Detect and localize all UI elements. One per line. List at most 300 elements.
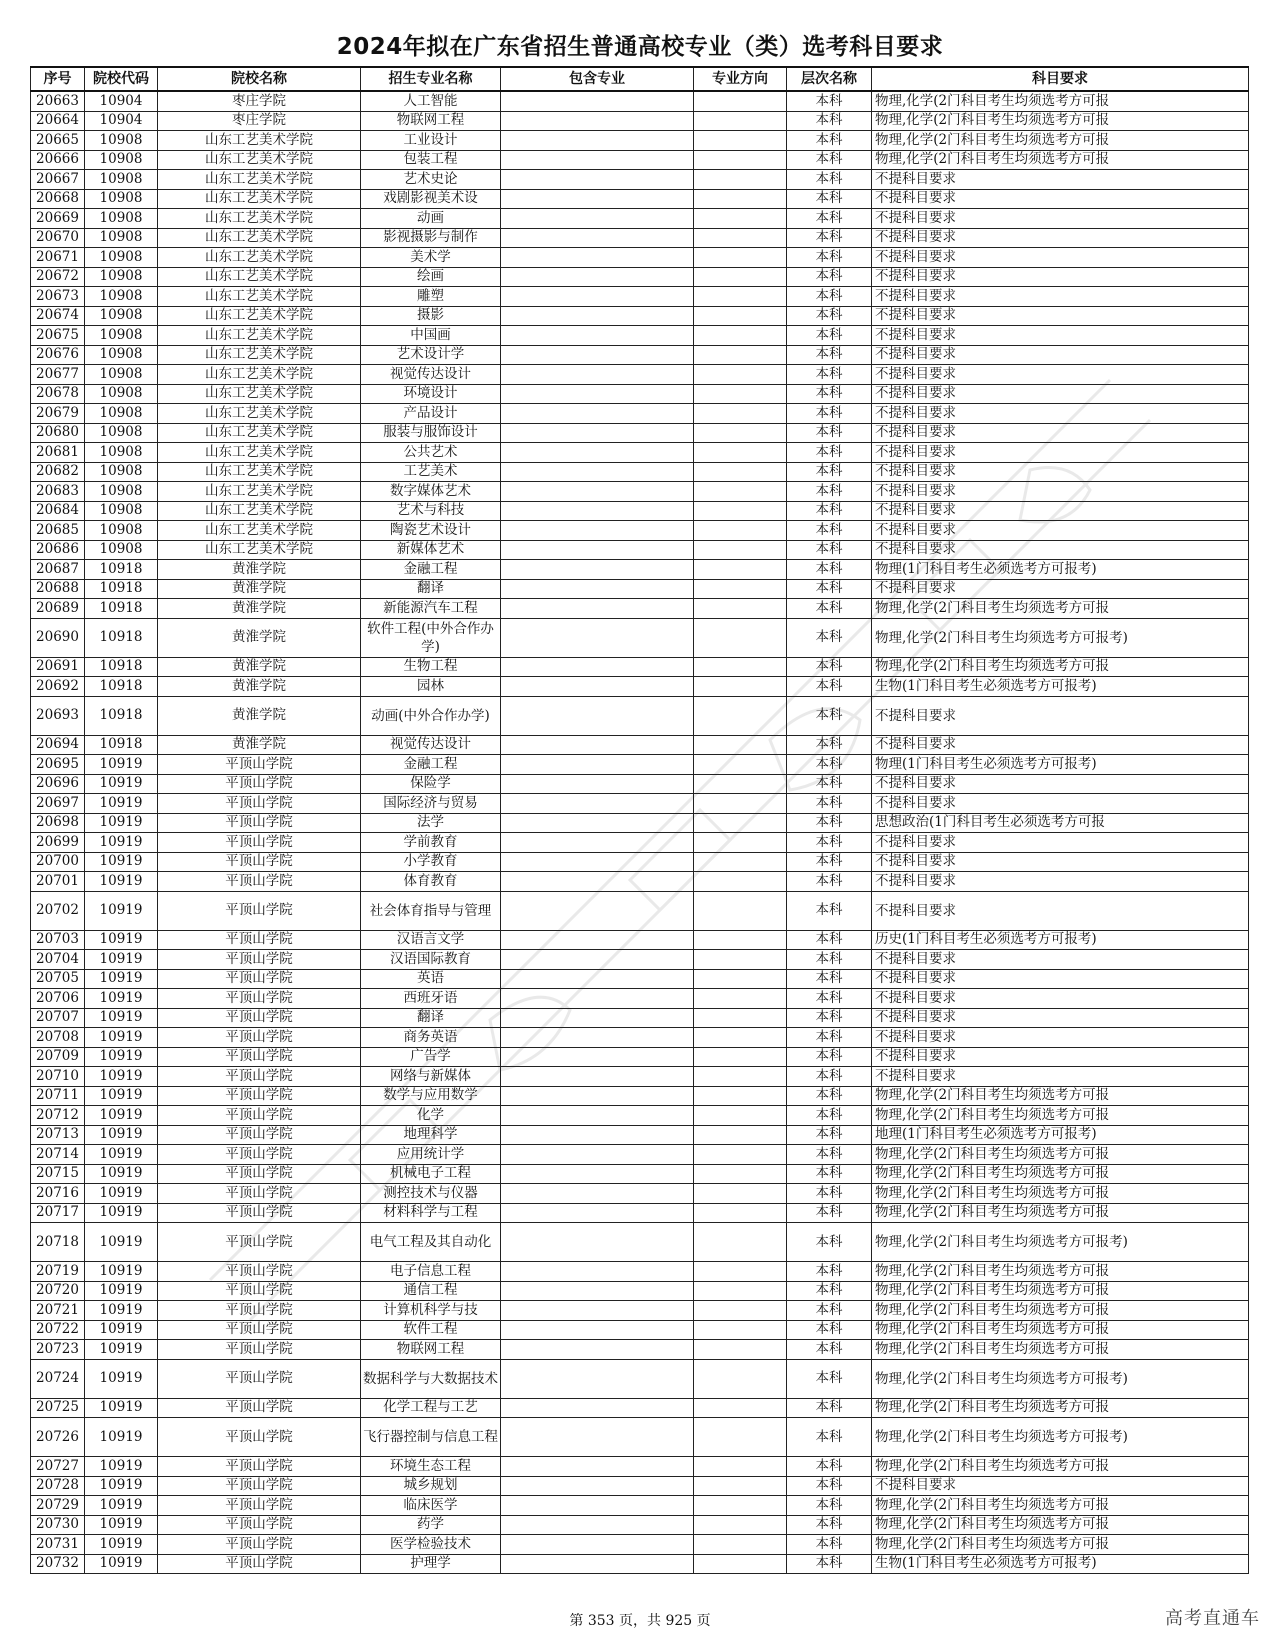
cell-subject-requirement: 物理,化学(2门科目考生均须选考方可报 [872, 111, 1249, 131]
cell-subject-requirement: 不提科目要求 [872, 287, 1249, 307]
cell-seq: 20731 [31, 1535, 85, 1555]
cell-level: 本科 [787, 1496, 872, 1516]
cell-included-majors [501, 1145, 694, 1165]
cell-major-direction [694, 969, 787, 989]
cell-level: 本科 [787, 618, 872, 657]
cell-major-name: 新媒体艺术 [361, 540, 501, 560]
cell-major-direction [694, 443, 787, 463]
cell-school-name: 山东工艺美术学院 [158, 170, 361, 190]
cell-included-majors [501, 131, 694, 151]
cell-major-direction [694, 1320, 787, 1340]
cell-included-majors [501, 365, 694, 385]
cell-subject-requirement: 不提科目要求 [872, 345, 1249, 365]
cell-major-name: 环境生态工程 [361, 1457, 501, 1477]
cell-seq: 20693 [31, 696, 85, 735]
cell-major-name: 汉语言文学 [361, 930, 501, 950]
table-row [31, 1125, 1249, 1145]
cell-school-code: 10919 [85, 1184, 158, 1204]
cell-subject-requirement: 生物(1门科目考生必须选考方可报考) [872, 1554, 1249, 1574]
cell-major-name: 计算机科学与技 [361, 1301, 501, 1321]
cell-subject-requirement: 地理(1门科目考生必须选考方可报考) [872, 1125, 1249, 1145]
cell-included-majors [501, 482, 694, 502]
table-row [31, 813, 1249, 833]
table-row [31, 774, 1249, 794]
table-row [31, 969, 1249, 989]
cell-school-code: 10919 [85, 1262, 158, 1282]
cell-major-name: 保险学 [361, 774, 501, 794]
cell-included-majors [501, 111, 694, 131]
cell-major-name: 化学工程与工艺 [361, 1398, 501, 1418]
cell-major-name: 汉语国际教育 [361, 950, 501, 970]
cell-school-code: 10908 [85, 540, 158, 560]
cell-level: 本科 [787, 443, 872, 463]
cell-school-name: 平顶山学院 [158, 1281, 361, 1301]
table-row [31, 209, 1249, 229]
cell-subject-requirement: 不提科目要求 [872, 1028, 1249, 1048]
cell-included-majors [501, 833, 694, 853]
cell-school-code: 10919 [85, 1164, 158, 1184]
cell-major-name: 视觉传达设计 [361, 735, 501, 755]
cell-seq: 20719 [31, 1262, 85, 1282]
cell-school-name: 平顶山学院 [158, 755, 361, 775]
cell-subject-requirement: 物理,化学(2门科目考生均须选考方可报 [872, 1457, 1249, 1477]
cell-level: 本科 [787, 1047, 872, 1067]
cell-level: 本科 [787, 228, 872, 248]
table-row [31, 345, 1249, 365]
table-row [31, 1457, 1249, 1477]
cell-major-name: 体育教育 [361, 872, 501, 892]
cell-major-name: 电子信息工程 [361, 1262, 501, 1282]
cell-school-code: 10908 [85, 384, 158, 404]
table-row [31, 1301, 1249, 1321]
cell-level: 本科 [787, 755, 872, 775]
table-row [31, 501, 1249, 521]
cell-school-code: 10919 [85, 930, 158, 950]
cell-included-majors [501, 1047, 694, 1067]
cell-school-name: 山东工艺美术学院 [158, 462, 361, 482]
cell-included-majors [501, 540, 694, 560]
table-row [31, 1398, 1249, 1418]
cell-major-direction [694, 1496, 787, 1516]
cell-major-name: 影视摄影与制作 [361, 228, 501, 248]
cell-seq: 20670 [31, 228, 85, 248]
cell-major-name: 飞行器控制与信息工程 [361, 1418, 501, 1457]
cell-school-code: 10919 [85, 833, 158, 853]
cell-subject-requirement: 物理,化学(2门科目考生均须选考方可报考) [872, 1223, 1249, 1262]
cell-included-majors [501, 774, 694, 794]
cell-seq: 20705 [31, 969, 85, 989]
cell-school-name: 黄淮学院 [158, 677, 361, 697]
cell-major-name: 金融工程 [361, 755, 501, 775]
table-row [31, 1262, 1249, 1282]
cell-major-direction [694, 1184, 787, 1204]
cell-major-name: 数据科学与大数据技术 [361, 1359, 501, 1398]
cell-included-majors [501, 1359, 694, 1398]
cell-seq: 20700 [31, 852, 85, 872]
cell-school-name: 平顶山学院 [158, 872, 361, 892]
cell-major-direction [694, 1164, 787, 1184]
cell-school-name: 黄淮学院 [158, 618, 361, 657]
cell-subject-requirement: 物理,化学(2门科目考生均须选考方可报 [872, 1301, 1249, 1321]
cell-school-name: 平顶山学院 [158, 774, 361, 794]
cell-seq: 20679 [31, 404, 85, 424]
cell-major-name: 机械电子工程 [361, 1164, 501, 1184]
cell-seq: 20703 [31, 930, 85, 950]
cell-school-name: 山东工艺美术学院 [158, 228, 361, 248]
cell-major-direction [694, 1008, 787, 1028]
cell-seq: 20676 [31, 345, 85, 365]
cell-major-direction [694, 599, 787, 619]
cell-major-direction [694, 170, 787, 190]
cell-level: 本科 [787, 1067, 872, 1087]
cell-included-majors [501, 1418, 694, 1457]
cell-included-majors [501, 989, 694, 1009]
cell-major-name: 软件工程 [361, 1320, 501, 1340]
cell-included-majors [501, 228, 694, 248]
cell-level: 本科 [787, 209, 872, 229]
cell-major-name: 城乡规划 [361, 1476, 501, 1496]
cell-included-majors [501, 657, 694, 677]
cell-school-code: 10919 [85, 1086, 158, 1106]
cell-seq: 20701 [31, 872, 85, 892]
cell-seq: 20704 [31, 950, 85, 970]
table-row [31, 365, 1249, 385]
table-row [31, 131, 1249, 151]
cell-level: 本科 [787, 345, 872, 365]
cell-subject-requirement: 不提科目要求 [872, 891, 1249, 930]
cell-major-name: 中国画 [361, 326, 501, 346]
cell-seq: 20715 [31, 1164, 85, 1184]
cell-major-name: 社会体育指导与管理 [361, 891, 501, 930]
cell-level: 本科 [787, 326, 872, 346]
cell-school-code: 10919 [85, 1340, 158, 1360]
cell-subject-requirement: 物理,化学(2门科目考生均须选考方可报 [872, 1184, 1249, 1204]
cell-seq: 20727 [31, 1457, 85, 1477]
cell-major-name: 服装与服饰设计 [361, 423, 501, 443]
cell-subject-requirement: 不提科目要求 [872, 404, 1249, 424]
cell-seq: 20732 [31, 1554, 85, 1574]
cell-school-code: 10919 [85, 1418, 158, 1457]
cell-school-name: 平顶山学院 [158, 1223, 361, 1262]
cell-major-name: 软件工程(中外合作办学) [361, 618, 501, 657]
cell-seq: 20681 [31, 443, 85, 463]
cell-major-direction [694, 852, 787, 872]
cell-subject-requirement: 物理,化学(2门科目考生均须选考方可报 [872, 1515, 1249, 1535]
cell-subject-requirement: 不提科目要求 [872, 306, 1249, 326]
cell-school-name: 平顶山学院 [158, 1359, 361, 1398]
table-row [31, 989, 1249, 1009]
cell-major-name: 地理科学 [361, 1125, 501, 1145]
table-row [31, 306, 1249, 326]
cell-level: 本科 [787, 287, 872, 307]
cell-seq: 20723 [31, 1340, 85, 1360]
cell-seq: 20730 [31, 1515, 85, 1535]
cell-major-name: 工业设计 [361, 131, 501, 151]
cell-school-code: 10908 [85, 462, 158, 482]
cell-level: 本科 [787, 1262, 872, 1282]
cell-school-name: 平顶山学院 [158, 1047, 361, 1067]
cell-subject-requirement: 不提科目要求 [872, 969, 1249, 989]
cell-school-name: 平顶山学院 [158, 1145, 361, 1165]
table-row [31, 1086, 1249, 1106]
table-row [31, 482, 1249, 502]
cell-included-majors [501, 1535, 694, 1555]
cell-subject-requirement: 物理,化学(2门科目考生均须选考方可报 [872, 1203, 1249, 1223]
cell-level: 本科 [787, 930, 872, 950]
table-row [31, 1281, 1249, 1301]
cell-included-majors [501, 794, 694, 814]
cell-major-direction [694, 482, 787, 502]
table-row [31, 170, 1249, 190]
table-row [31, 1418, 1249, 1457]
cell-school-name: 平顶山学院 [158, 1008, 361, 1028]
table-row [31, 267, 1249, 287]
cell-subject-requirement: 不提科目要求 [872, 209, 1249, 229]
cell-school-code: 10919 [85, 1554, 158, 1574]
cell-level: 本科 [787, 1359, 872, 1398]
cell-major-name: 法学 [361, 813, 501, 833]
cell-included-majors [501, 306, 694, 326]
cell-major-direction [694, 501, 787, 521]
cell-subject-requirement: 物理,化学(2门科目考生均须选考方可报 [872, 1145, 1249, 1165]
cell-school-code: 10919 [85, 1515, 158, 1535]
cell-subject-requirement: 物理,化学(2门科目考生均须选考方可报 [872, 131, 1249, 151]
cell-included-majors [501, 1496, 694, 1516]
cell-seq: 20722 [31, 1320, 85, 1340]
cell-level: 本科 [787, 306, 872, 326]
cell-subject-requirement: 不提科目要求 [872, 521, 1249, 541]
cell-subject-requirement: 不提科目要求 [872, 228, 1249, 248]
cell-major-name: 翻译 [361, 579, 501, 599]
cell-major-name: 电气工程及其自动化 [361, 1223, 501, 1262]
cell-major-name: 学前教育 [361, 833, 501, 853]
cell-seq: 20687 [31, 560, 85, 580]
cell-included-majors [501, 287, 694, 307]
cell-seq: 20674 [31, 306, 85, 326]
cell-seq: 20694 [31, 735, 85, 755]
cell-level: 本科 [787, 1535, 872, 1555]
cell-school-name: 平顶山学院 [158, 1086, 361, 1106]
cell-level: 本科 [787, 462, 872, 482]
cell-school-name: 黄淮学院 [158, 657, 361, 677]
cell-school-name: 平顶山学院 [158, 1535, 361, 1555]
cell-school-code: 10919 [85, 1320, 158, 1340]
cell-school-code: 10919 [85, 774, 158, 794]
cell-major-direction [694, 209, 787, 229]
cell-subject-requirement: 不提科目要求 [872, 267, 1249, 287]
cell-subject-requirement: 历史(1门科目考生必须选考方可报考) [872, 930, 1249, 950]
cell-seq: 20669 [31, 209, 85, 229]
cell-school-name: 山东工艺美术学院 [158, 345, 361, 365]
cell-major-direction [694, 1535, 787, 1555]
cell-school-name: 平顶山学院 [158, 1398, 361, 1418]
cell-school-code: 10919 [85, 813, 158, 833]
cell-subject-requirement: 不提科目要求 [872, 794, 1249, 814]
cell-school-code: 10919 [85, 1223, 158, 1262]
cell-subject-requirement: 物理(1门科目考生必须选考方可报考) [872, 560, 1249, 580]
table-row [31, 1008, 1249, 1028]
cell-school-code: 10908 [85, 189, 158, 209]
cell-subject-requirement: 生物(1门科目考生必须选考方可报考) [872, 677, 1249, 697]
cell-included-majors [501, 930, 694, 950]
cell-major-direction [694, 111, 787, 131]
cell-seq: 20697 [31, 794, 85, 814]
cell-school-code: 10919 [85, 1457, 158, 1477]
cell-included-majors [501, 170, 694, 190]
cell-school-code: 10908 [85, 345, 158, 365]
cell-major-direction [694, 326, 787, 346]
cell-major-name: 生物工程 [361, 657, 501, 677]
cell-school-code: 10918 [85, 560, 158, 580]
cell-school-name: 平顶山学院 [158, 950, 361, 970]
cell-included-majors [501, 891, 694, 930]
cell-major-name: 艺术史论 [361, 170, 501, 190]
cell-major-direction [694, 677, 787, 697]
table-row [31, 384, 1249, 404]
cell-level: 本科 [787, 677, 872, 697]
table-row [31, 599, 1249, 619]
cell-level: 本科 [787, 1086, 872, 1106]
cell-major-name: 西班牙语 [361, 989, 501, 1009]
cell-seq: 20671 [31, 248, 85, 268]
table-row [31, 696, 1249, 735]
cell-seq: 20678 [31, 384, 85, 404]
cell-school-name: 山东工艺美术学院 [158, 189, 361, 209]
cell-subject-requirement: 不提科目要求 [872, 774, 1249, 794]
cell-major-name: 材料科学与工程 [361, 1203, 501, 1223]
cell-school-code: 10918 [85, 677, 158, 697]
cell-school-code: 10919 [85, 1145, 158, 1165]
cell-included-majors [501, 423, 694, 443]
cell-subject-requirement: 不提科目要求 [872, 501, 1249, 521]
table-row [31, 326, 1249, 346]
cell-school-name: 山东工艺美术学院 [158, 482, 361, 502]
cell-seq: 20718 [31, 1223, 85, 1262]
cell-included-majors [501, 1262, 694, 1282]
cell-included-majors [501, 852, 694, 872]
cell-major-name: 广告学 [361, 1047, 501, 1067]
cell-level: 本科 [787, 540, 872, 560]
cell-school-code: 10919 [85, 1203, 158, 1223]
table-row [31, 1047, 1249, 1067]
cell-school-name: 黄淮学院 [158, 579, 361, 599]
cell-level: 本科 [787, 1164, 872, 1184]
cell-subject-requirement: 不提科目要求 [872, 540, 1249, 560]
cell-included-majors [501, 1203, 694, 1223]
cell-level: 本科 [787, 774, 872, 794]
table-row [31, 1145, 1249, 1165]
cell-seq: 20663 [31, 91, 85, 111]
cell-school-code: 10919 [85, 852, 158, 872]
cell-major-direction [694, 131, 787, 151]
cell-major-direction [694, 540, 787, 560]
cell-school-name: 平顶山学院 [158, 1301, 361, 1321]
page-footer: 第 353 页，共 925 页 [569, 1613, 711, 1629]
cell-major-name: 物联网工程 [361, 111, 501, 131]
table-row [31, 1340, 1249, 1360]
cell-major-name: 视觉传达设计 [361, 365, 501, 385]
cell-major-name: 数学与应用数学 [361, 1086, 501, 1106]
cell-included-majors [501, 1320, 694, 1340]
cell-school-name: 枣庄学院 [158, 91, 361, 111]
cell-major-direction [694, 950, 787, 970]
cell-major-direction [694, 404, 787, 424]
cell-seq: 20724 [31, 1359, 85, 1398]
cell-subject-requirement: 不提科目要求 [872, 189, 1249, 209]
cell-subject-requirement: 不提科目要求 [872, 579, 1249, 599]
cell-school-code: 10908 [85, 423, 158, 443]
cell-school-code: 10919 [85, 1398, 158, 1418]
col-header-major-name: 招生专业名称 [361, 67, 501, 91]
cell-school-code: 10918 [85, 735, 158, 755]
cell-school-code: 10919 [85, 1281, 158, 1301]
table-row [31, 248, 1249, 268]
cell-subject-requirement: 物理(1门科目考生必须选考方可报考) [872, 755, 1249, 775]
cell-included-majors [501, 267, 694, 287]
cell-major-direction [694, 696, 787, 735]
cell-school-name: 山东工艺美术学院 [158, 248, 361, 268]
cell-included-majors [501, 618, 694, 657]
cell-subject-requirement: 不提科目要求 [872, 1067, 1249, 1087]
cell-subject-requirement: 不提科目要求 [872, 989, 1249, 1009]
cell-school-name: 平顶山学院 [158, 1320, 361, 1340]
cell-school-code: 10918 [85, 579, 158, 599]
table-row [31, 579, 1249, 599]
cell-school-code: 10908 [85, 248, 158, 268]
cell-included-majors [501, 735, 694, 755]
cell-seq: 20686 [31, 540, 85, 560]
cell-seq: 20682 [31, 462, 85, 482]
cell-school-name: 平顶山学院 [158, 1067, 361, 1087]
cell-level: 本科 [787, 657, 872, 677]
cell-subject-requirement: 不提科目要求 [872, 1047, 1249, 1067]
table-row [31, 794, 1249, 814]
table-row [31, 891, 1249, 930]
cell-major-direction [694, 989, 787, 1009]
cell-school-name: 平顶山学院 [158, 1515, 361, 1535]
cell-seq: 20664 [31, 111, 85, 131]
cell-included-majors [501, 384, 694, 404]
cell-seq: 20665 [31, 131, 85, 151]
cell-seq: 20728 [31, 1476, 85, 1496]
cell-level: 本科 [787, 1184, 872, 1204]
cell-major-name: 包装工程 [361, 150, 501, 170]
col-header-school-name: 院校名称 [158, 67, 361, 91]
cell-seq: 20712 [31, 1106, 85, 1126]
cell-level: 本科 [787, 1223, 872, 1262]
table-row [31, 111, 1249, 131]
table-row [31, 423, 1249, 443]
cell-major-name: 通信工程 [361, 1281, 501, 1301]
col-header-level: 层次名称 [787, 67, 872, 91]
cell-school-name: 平顶山学院 [158, 1262, 361, 1282]
cell-level: 本科 [787, 1398, 872, 1418]
cell-major-name: 动画(中外合作办学) [361, 696, 501, 735]
cell-major-name: 临床医学 [361, 1496, 501, 1516]
cell-school-name: 平顶山学院 [158, 1554, 361, 1574]
cell-major-direction [694, 1047, 787, 1067]
table-body [31, 91, 1249, 1574]
cell-level: 本科 [787, 170, 872, 190]
cell-major-direction [694, 1359, 787, 1398]
cell-school-code: 10908 [85, 131, 158, 151]
cell-school-code: 10908 [85, 150, 158, 170]
cell-subject-requirement: 不提科目要求 [872, 384, 1249, 404]
cell-level: 本科 [787, 813, 872, 833]
table-row [31, 462, 1249, 482]
table-row [31, 930, 1249, 950]
cell-seq: 20708 [31, 1028, 85, 1048]
